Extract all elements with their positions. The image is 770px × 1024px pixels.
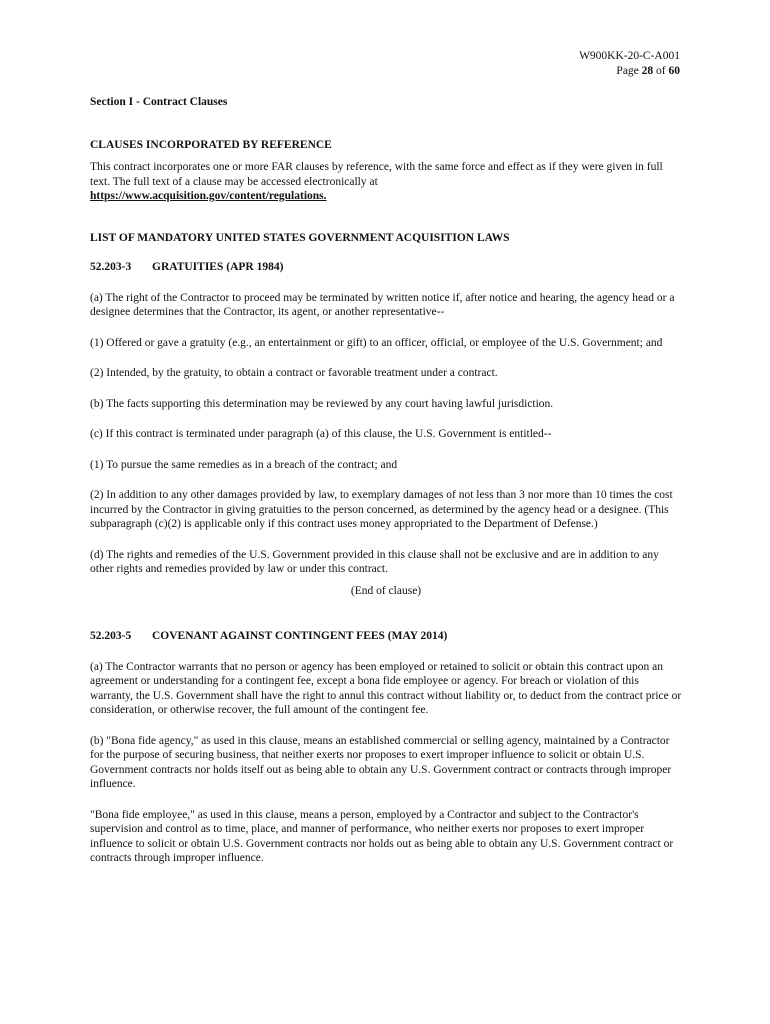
clause-title: COVENANT AGAINST CONTINGENT FEES (MAY 2014) [152,630,448,642]
clause-number: 52.203-5 [90,630,132,642]
clause-title: GRATUITIES (APR 1984) [152,261,284,273]
regulations-link[interactable]: https://www.acquisition.gov/content/regulations. [90,190,327,202]
clauses-by-reference-heading: CLAUSES INCORPORATED BY REFERENCE [90,138,332,151]
clauses-by-reference-text [90,160,682,204]
end-of-clause: (End of clause) [350,584,422,597]
clause-paragraph: (1) Offered or gave a gratuity (e.g., an entertainment or gift) to an officer, official, or employee of the U.S. Government; and [90,336,663,349]
clause-paragraph: (2) Intended, by the gratuity, to obtain a contract or favorable treatment under a contract. [90,367,498,379]
clause-heading [90,629,682,644]
clause-paragraph: (a) The right of the Contractor to proceed may be terminated by written notice if, after notice and hearing, the agency head or a designee determines that the Contractor, its agent, or another representative-- [90,291,675,318]
page-of: of [653,64,669,77]
clause-paragraph: (a) The Contractor warrants that no person or agency has been employed or retained to solicit or obtain this contract upon an agreement or understanding for a contingent fee, except a bona fide employee or agency. For breach or violation of this warranty, the U.S. Government shall have the right to annul this contract without liability or, to deduct from the contract price or consideration, or otherwise recover, the full amount of the contingent fee. [90,660,682,716]
clause-heading [90,260,682,275]
page-indicator [579,64,680,79]
clause-paragraph: (b) "Bona fide agency," as used in this clause, means an established commercial or selling agency, maintained by a Contractor for the purpose of securing business, that neither exerts nor proposes to exert improper influence to solicit or obtain U.S. Government contracts nor holds itself out as being able to obtain any U.S. Government contract or contracts through improper influence. [90,734,672,790]
contract-number: W900KK-20-C-A001 [579,50,680,62]
page-current: 28 [641,64,654,77]
page-prefix: Page [616,64,642,77]
clause-paragraph: (b) The facts supporting this determination may be reviewed by any court having lawful jurisdiction. [90,397,554,410]
mandatory-laws-heading: LIST OF MANDATORY UNITED STATES GOVERNMENT ACQUISITION LAWS [90,231,510,244]
page-total: 60 [668,64,680,77]
section-title: Section I - Contract Clauses [90,96,228,108]
reference-text: This contract incorporates one or more FAR clauses by reference, with the same force and effect as if they were given in full text. The full text of a clause may be accessed electronically at [90,161,663,188]
document-body [90,95,682,866]
clause-paragraph: (c) If this contract is terminated under paragraph (a) of this clause, the U.S. Government is entitled-- [90,428,552,440]
clause-paragraph: (1) To pursue the same remedies as in a breach of the contract; and [90,458,398,471]
page-header [579,49,680,78]
clause-paragraph: (2) In addition to any other damages provided by law, to exemplary damages of not less than 3 nor more than 10 times the cost incurred by the Contractor in giving gratuities to the person concerned, as determined by the agency head or a designee. (This subparagraph (c)(2) is applicable only if this contract uses money appropriated to the Department of Defense.) [90,489,673,530]
clause-paragraph: "Bona fide employee," as used in this clause, means a person, employed by a Contractor and subject to the Contractor's supervision and control as to time, place, and manner of performance, who neither exerts nor proposes to exert improper influence to solicit or obtain U.S. Government contracts nor holds out as being able to obtain any U.S. Government contract or contracts through improper influence. [90,808,674,864]
clause-number: 52.203-3 [90,261,132,273]
clause-paragraph: (d) The rights and remedies of the U.S. Government provided in this clause shall not be exclusive and are in addition to any other rights and remedies provided by law or under this contract. [90,548,659,575]
